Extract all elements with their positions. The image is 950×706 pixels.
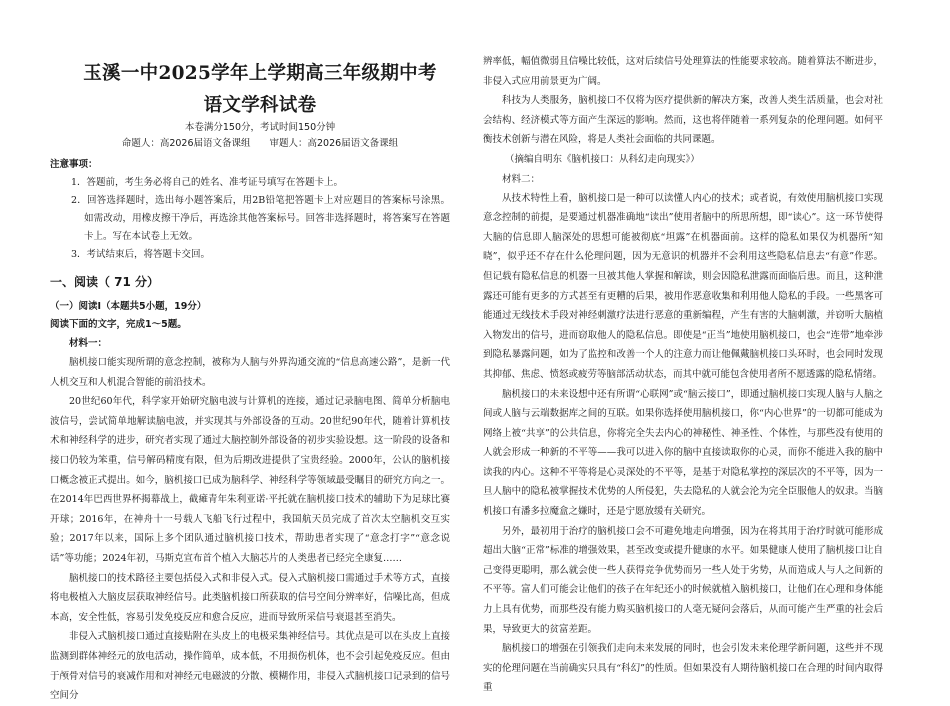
paragraph: 脑机接口的未来设想中还有所谓“心联网”或“脑云接口”，即通过脑机接口实现人脑与人脑之间或人脑与云端数据库之间的互联。如果你选择使用脑机接口，你“内心世界”的一切都可能成为网络上被“共享”的公共信息，你将完全失去内心的神秘性、神圣性、个体性，与那些没有使用的人就会形成一种新的不平等——我可以进入你的脑中直接读取你的心灵，而你不能进入我的脑中读我的内心。这种不平等将是心灵深处的不平等，是基于对隐私掌控的深层次的不平等，因为一旦人脑中的隐私被掌握技术优势的人所侵犯，失去隐私的人就会沦为完全臣服他人的奴隶。当脑机接口有潘多拉魔盒之嫌时，还是宁愿放缓有关研究。 <box>483 388 883 518</box>
source-note: （摘编自明东《脑机接口：从科幻走向现实》） <box>505 153 700 165</box>
paragraph: 辨率低，幅值微弱且信噪比较低，这对后续信号处理算法的性能要求较高。随着算法不断进步，非侵入式应用前景更为广阔。 <box>483 56 883 87</box>
paragraph: 脑机接口的增强在引领我们走向未来发展的同时，也会引发未来伦理学新问题，这些并不现实的伦理问题在当前确实只具有“科幻”的性质。但如果没有人期待脑机接口在合理的时间内取得重 <box>483 643 883 694</box>
notice-item-3: 3．考试结束后，将答题卡交回。 <box>71 249 211 260</box>
left-column <box>50 0 450 702</box>
notice-item-2: 2．回答选择题时，选出每小题答案后，用2B铅笔把答题卡上对应题目的答案标号涂黑。如需改动，用橡皮擦干净后，再选涂其他答案标号。回答非选择题时，将答案写在答题卡上。写在本试卷上无效。 <box>71 195 450 242</box>
notice-heading: 注意事项： <box>50 159 98 170</box>
material-2-label: 材料二： <box>502 173 541 185</box>
right-column <box>483 0 883 694</box>
paragraph: 另外，最初用于治疗的脑机接口会不可避免地走向增强，因为在将其用于治疗时就可能形成超出大脑“正常”标准的增强效果，甚至改变或提升健康的水平。如果健康人使用了脑机接口让自己变得更聪明，那么就会使一些人获得竞争优势而另一些人处于劣势，从而造成人与人之间新的不平等。富人们可能会让他们的孩子在年纪还小的时候就植入脑机接口，让他们在心理和身体能力上具有优势，而那些没有能力购买脑机接口的人毫无疑问会落后，从而可能产生严重的社会后果，导致更大的贫富差距。 <box>483 525 883 635</box>
reading-instruction: 阅读下面的文字，完成1～5题。 <box>50 319 187 330</box>
paragraph: 脑机接口的技术路径主要包括侵入式和非侵入式。侵入式脑机接口需通过手术等方式，直接将电极植入大脑皮层获取神经信号。此类脑机接口所获取的信号空间分辨率好，信噪比高，但成本高，安全性低，容易引发免疫反应和愈合反应，进而导致所采信号衰退甚至消失。 <box>50 572 450 623</box>
paragraph: 科技为人类服务，脑机接口不仅将为医疗提供新的解决方案，改善人类生活质量，也会对社会结构、经济模式等方面产生深远的影响。然而，这也将伴随着一系列复杂的伦理问题。如何平衡技术创新与潜在风险，将是人类社会面临的共同课题。 <box>483 95 883 146</box>
score-time-info: 本卷满分150分，考试时间150分钟 <box>184 122 336 133</box>
notice-item-1: 1．答题前，考生务必将自己的姓名、准考证号填写在答题卡上。 <box>71 177 344 188</box>
paragraph: 非侵入式脑机接口通过直接贴附在头皮上的电极采集神经信号。其优点是可以在头皮上直接监测到群体神经元的放电活动，操作简单，成本低，不用损伤机体，也不会引起免疫反应。但由于颅骨对信号的衰减作用和对神经元电磁波的分散、模糊作用，非侵入式脑机接口记录到的信号空间分 <box>50 631 450 702</box>
paragraph: 从技术特性上看，脑机接口是一种可以读懂人内心的技术；或者说，有效使用脑机接口实现意念控制的前提，是要通过机器准确地“读出”使用者脑中的所思所想，即“读心”。这一环节使得大脑的信息即人脑深处的思想可能被彻底“坦露”在机器面前。这样的隐私如果仅为机器所“知晓”，似乎还不存在什么伦理问题，因为无意识的机器并不会利用这些隐私信息去“有意”作恶。但记载有隐私信息的机器一旦被其他人掌握和解读，则会因隐私泄露而面临后患。而且，这种泄露还可能有更多的方式甚至有更糟的后果，被用作恶意收集和利用他人隐私的手段。一些黑客可能通过无线技术手段对神经刺激疗法进行恶意的重新编程，产生有害的大脑刺激，并窃听大脑植入物发出的信号，进而窃取他人的隐私信息。即使是“正当”地使用脑机接口，也会“连带”地牵涉到隐私暴露问题，如为了监控和改善一个人的注意力而让他佩戴脑机接口头环时，也会同时发现其抑郁、焦虑、愤怒或疲劳等脑部活动状态，而其中就可能包含使用者所不愿透露的隐私情绪。 <box>483 192 883 380</box>
paragraph: 20世纪60年代，科学家开始研究脑电波与计算机的连接，通过记录脑电图、简单分析脑电波信号，尝试简单地解读脑电波，并实现其与外部设备的互动。20世纪90年代，随着计算机技术和神经科学的进步，研究者实现了通过大脑控制外部设备的初步实验设想。这一阶段的设备和接口仍较为笨重，信号解码精度有限，但为后期改进提供了宝贵经验。2000年，公认的脑机接口概念被正式提出。如今，脑机接口已成为脑科学、神经科学等领域最受瞩目的研究方向之一。在2014年巴西世界杯揭幕战上，截瘫青年朱利亚诺·平托就在脑机接口技术的辅助下为足球比赛开球；2016年，在神舟十一号载人飞船飞行过程中，我国航天员完成了首次太空脑机交互实验；2017年以来，国际上多个团队通过脑机接口技术，帮助患者实现了“意念打字”“意念说话”等功能；2024年初，马斯克宣布首个植入大脑芯片的人类患者已经完全康复…… <box>50 396 450 564</box>
authors-info: 命题人：高2026届语文备课组 审题人：高2026届语文备课组 <box>121 138 399 149</box>
material-1-label: 材料一： <box>69 338 108 349</box>
exam-title: 玉溪一中2025学年上学期高三年级期中考 <box>83 63 437 84</box>
section-title: 一、阅读（ 71 分） <box>50 275 160 289</box>
paragraph: 脑机接口能实现所谓的意念控制，被称为人脑与外界沟通交流的“信息高速公路”，是新一代人机交互和人机混合智能的前沿技术。 <box>50 357 450 388</box>
exam-subject-title: 语文学科试卷 <box>203 95 317 116</box>
sub-section-title: （一）阅读Ⅰ（本题共5小题，19分） <box>50 301 207 312</box>
